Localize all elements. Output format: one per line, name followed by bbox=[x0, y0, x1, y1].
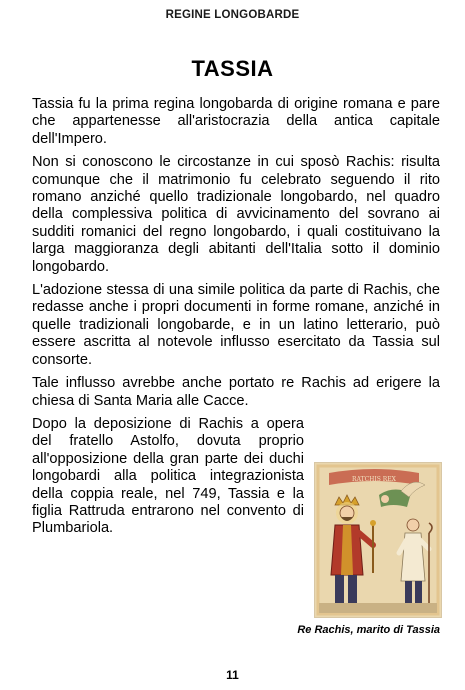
running-header: REGINE LONGOBARDE bbox=[165, 9, 300, 21]
king-rachis-illustration bbox=[314, 462, 442, 618]
svg-text:RATCHIS REX: RATCHIS REX bbox=[352, 476, 396, 483]
page-title: TASSIA bbox=[191, 56, 274, 81]
page-number: 11 bbox=[226, 668, 239, 682]
figure-caption: Re Rachis, marito di Tassia bbox=[297, 624, 440, 636]
paragraph-5: Dopo la deposizione di Rachis a opera del fratello Astolfo, dovuta proprio all'opposizione della gran parte dei duchi longobardi alla politica integrazionista della coppia reale, nel 749, Tassia e la figlia Rattruda entrarono nel convento di Plumbariola. bbox=[32, 415, 304, 537]
paragraph-1: Tassia fu la prima regina longobarda di origine romana e pare che appartenesse all'aristocrazia della antica capitale dell'Impero. bbox=[32, 96, 440, 147]
paragraph-3: L'adozione stessa di una simile politica da parte di Rachis, che redasse anche i propri documenti in forme romane, anziché in quelle tradizionali longobarde, e in un latino letterario, può essere ascritta al notevole influsso esercitato da Tassia sul consorte. bbox=[32, 282, 440, 368]
medieval-miniature-image bbox=[315, 463, 441, 617]
paragraph-2: Non si conoscono le circostanze in cui sposò Rachis: risulta comunque che il matrimonio fu celebrato seguendo il rito romano anziché quello tradizionale longobardo, nel quadro della complessiva politica di avvicinamento del sovrano ai sudditi romanici del regno longobardo, i quali costituivano la larga maggioranza degli abitanti dell'Italia sotto il dominio longobardo. bbox=[32, 154, 440, 275]
paragraph-4: Tale influsso avrebbe anche portato re Rachis ad erigere la chiesa di Santa Maria alle Cacce. bbox=[32, 375, 440, 409]
